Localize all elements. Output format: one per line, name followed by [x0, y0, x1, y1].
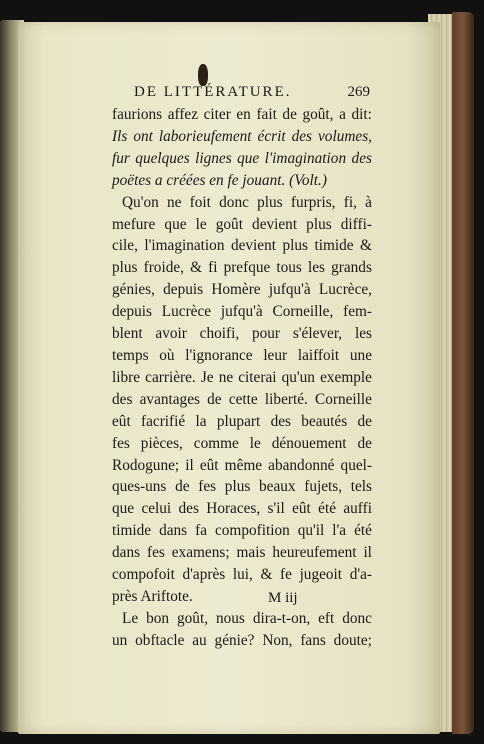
text-line: libre carrière. Je ne citerai qu'un exemple [112, 368, 372, 386]
text-line: ques-uns de fes plus beaux fujets, tels [112, 478, 372, 496]
page-number: 269 [347, 84, 370, 100]
text-line: temps où l'ignorance leur laiffoit une [112, 346, 372, 364]
ink-blot [198, 64, 208, 86]
text-line: faurions affez citer en fait de goût, a dit: [112, 106, 372, 123]
header-title: DE LITTÉRATURE. [134, 84, 292, 100]
text-line: fes pièces, comme le dénouement de [112, 434, 372, 452]
text-line: Ils ont laborieufement écrit des volumes, [112, 127, 372, 145]
body-text [112, 104, 372, 652]
text-line: un obftacle au génie? Non, fans doute; [112, 631, 372, 649]
text-line: près Ariftote. [112, 587, 193, 605]
text-line: cile, l'imagination devient plus timide & [112, 237, 372, 255]
text-line: timide dans fa compofition qu'il l'a été [112, 522, 372, 540]
text-line: mefure que le goût devient plus diffi- [112, 215, 372, 233]
text-line: compofoit d'après lui, & fe jugeoit d'a- [112, 566, 372, 584]
text-line: que celui des Horaces, s'il eût été auffi [112, 500, 372, 518]
text-line: Rodogune; il eût même abandonné quel- [112, 456, 372, 474]
text-line: Qu'on ne foit donc plus furpris, fi, à [122, 193, 372, 211]
text-line: depuis Lucrèce jufqu'à Corneille, fem- [112, 303, 372, 321]
text-line: poëtes a créées en fe jouant. (Volt.) [112, 171, 327, 189]
text-line: eût facrifié la plupart des beautés de [112, 412, 372, 430]
running-header [134, 84, 370, 101]
text-line: Le bon goût, nous dira-t-on, eft donc [122, 609, 372, 627]
text-line: plus froide, & fi prefque tous les grands [112, 259, 372, 277]
text-line: des avantages de cette liberté. Corneille [112, 390, 372, 408]
text-line: fur quelques lignes que l'imagination des [112, 149, 372, 167]
book-cover [452, 12, 474, 734]
text-line: blent avoir choifi, pour s'élever, les [112, 325, 372, 343]
text-line: dans fes examens; mais heureufement il [112, 544, 372, 562]
text-line: génies, depuis Homère jufqu'à Lucrèce, [112, 281, 372, 299]
signature-mark: M iij [268, 590, 298, 606]
